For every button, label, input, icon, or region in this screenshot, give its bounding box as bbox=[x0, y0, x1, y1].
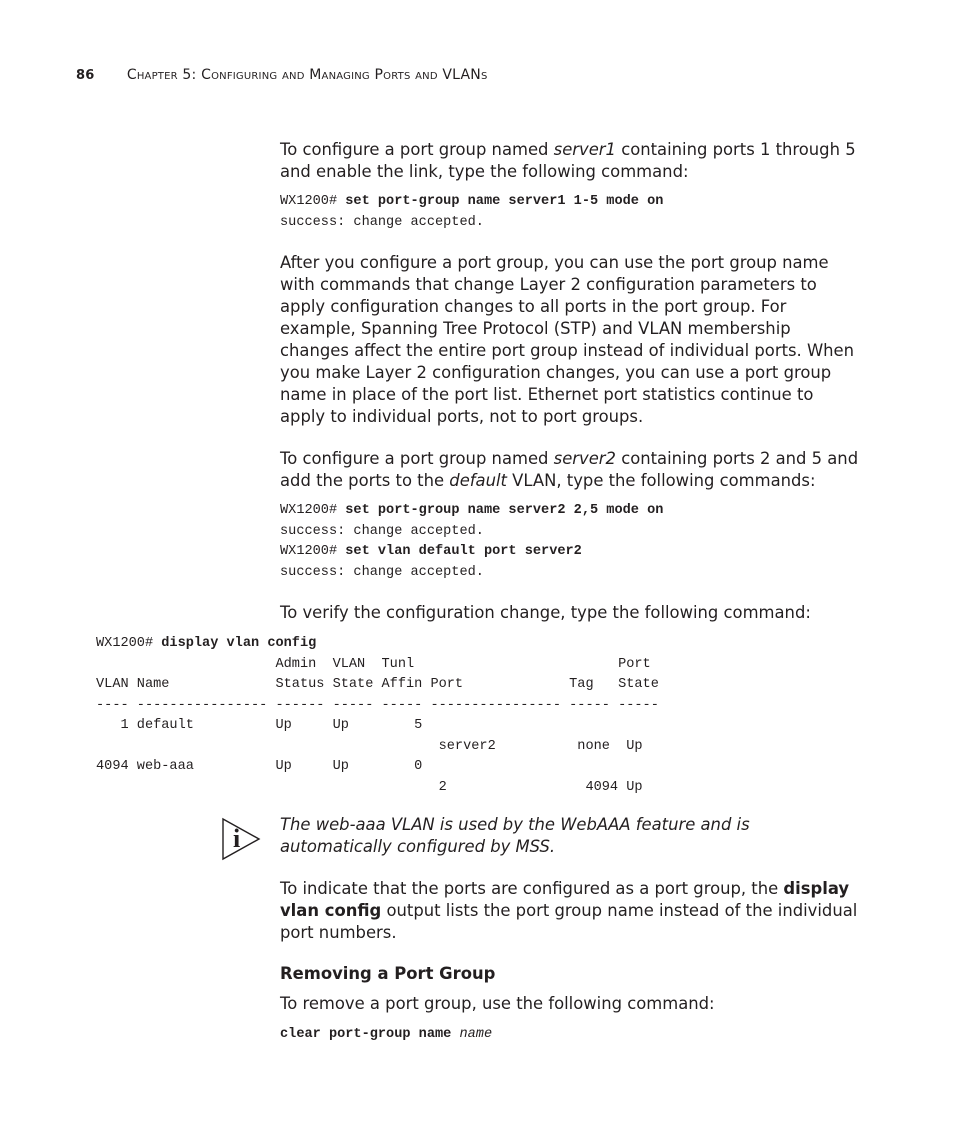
table-row: 2 4094 Up bbox=[96, 779, 643, 795]
note-text: The web-aaa VLAN is used by the WebAAA feature and is automatically configured by MSS. bbox=[280, 815, 750, 856]
paragraph-configure-server2 bbox=[280, 448, 860, 492]
text: To configure a port group named bbox=[280, 140, 554, 159]
vlan-config-output bbox=[96, 634, 659, 798]
text: containing ports 2 and 5 and add the ports to the bbox=[280, 449, 859, 490]
paragraph-verify: To verify the configuration change, type the following command: bbox=[280, 603, 811, 622]
paragraph-port-group-usage: After you configure a port group, you can use the port group name with commands that change Layer 2 configuration parameters to apply configuration changes to all ports in the port group. For example, Spanning Tree Protocol (STP) and VLAN membership changes affect the entire port group instead of individual ports. When you make Layer 2 configuration changes, you can use a port group name in place of the port list. Ethernet port statistics continue to apply to individual ports, not to port groups. bbox=[280, 253, 855, 426]
chapter-title: Chapter 5: Configuring and Managing Ports and VLANs bbox=[126, 67, 488, 83]
cli-output: success: change accepted. bbox=[280, 214, 484, 230]
vlan-name: default bbox=[449, 471, 507, 490]
table-header: VLAN Name Status State Affin Port Tag State bbox=[96, 677, 659, 692]
port-group-name: server2 bbox=[553, 449, 616, 468]
svg-text:i: i bbox=[233, 824, 241, 853]
command-name: display vlan config bbox=[280, 879, 850, 920]
page-header bbox=[76, 67, 488, 83]
text: To indicate that the ports are configured as a port group, the bbox=[280, 879, 784, 898]
table-row: 1 default Up Up 5 bbox=[96, 718, 423, 733]
paragraph-configure-server1 bbox=[280, 139, 860, 183]
paragraph-port-group-indicator bbox=[280, 878, 860, 944]
cli-output: success: change accepted. bbox=[280, 523, 484, 539]
port-group-name: server1 bbox=[553, 140, 616, 159]
text: output lists the port group name instead of the individual port numbers. bbox=[280, 901, 858, 942]
cli-command: set port-group name server1 1-5 mode on bbox=[345, 194, 664, 209]
cli-prompt: WX1200# bbox=[280, 544, 346, 559]
table-divider: ---- ---------------- ------ ----- ----- ---------------- ----- ----- bbox=[96, 697, 659, 713]
cli-command: clear port-group name bbox=[280, 1027, 460, 1042]
cli-command: display vlan config bbox=[161, 636, 317, 651]
section-heading: Removing a Port Group bbox=[280, 964, 496, 983]
code-block-clear bbox=[280, 1025, 492, 1046]
paragraph-remove: To remove a port group, use the following command: bbox=[280, 994, 715, 1013]
text: containing ports 1 through 5 and enable the link, type the following command: bbox=[280, 140, 856, 181]
cli-prompt: WX1200# bbox=[96, 636, 162, 651]
cli-prompt: WX1200# bbox=[280, 194, 346, 209]
table-row: server2 none Up bbox=[96, 738, 643, 754]
code-block-server2 bbox=[280, 501, 663, 583]
page-number: 86 bbox=[76, 68, 95, 83]
cli-command: set vlan default port server2 bbox=[345, 544, 582, 559]
table-header: Admin VLAN Tunl Port bbox=[96, 656, 651, 672]
cli-command: set port-group name server2 2,5 mode on bbox=[345, 503, 664, 518]
text: VLAN, type the following commands: bbox=[506, 471, 816, 490]
info-icon bbox=[220, 816, 262, 862]
code-block-server1 bbox=[280, 192, 663, 233]
table-row: 4094 web-aaa Up Up 0 bbox=[96, 759, 423, 774]
cli-argument: name bbox=[459, 1027, 493, 1042]
cli-prompt: WX1200# bbox=[280, 503, 346, 518]
text: To configure a port group named bbox=[280, 449, 554, 468]
cli-output: success: change accepted. bbox=[280, 564, 484, 580]
